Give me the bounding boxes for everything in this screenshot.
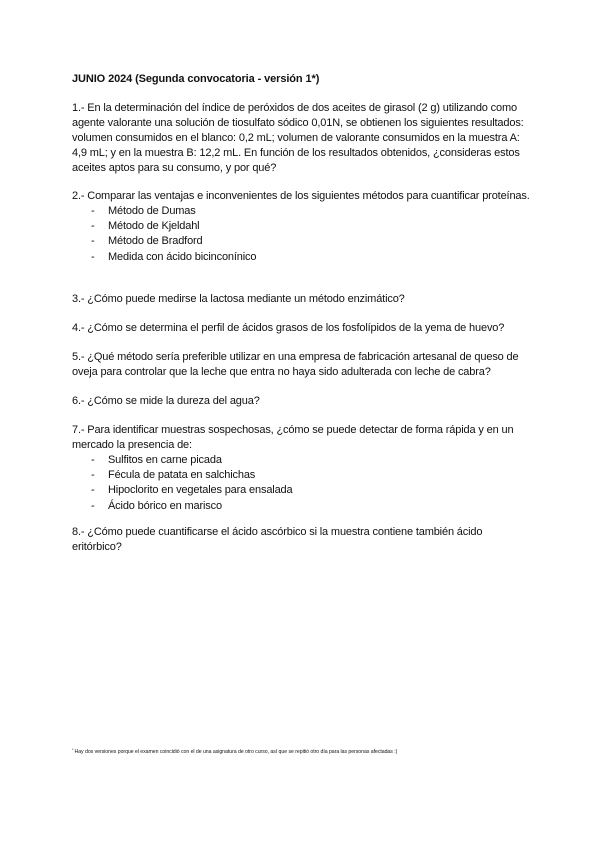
bullet-dash: - [91,454,95,466]
question-text: 7.- Para identificar muestras sospechosas, ¿cómo se puede detectar de forma rápida y en un mercado la presencia de: [72,424,514,451]
list-item-label: Sulfitos en carne picada [108,454,222,466]
list-item [91,204,534,219]
footnote-text: Hay dos versiones porque el examen coincidió con el de una asignatura de otro curso, así que se repitió otro día para las personas afectadas :) [74,749,398,755]
list-item [91,483,534,498]
list-item-label: Método de Dumas [108,205,196,217]
question-4 [72,321,534,336]
list-item [91,250,534,265]
question-2 [72,189,534,265]
method-list [72,204,534,265]
question-text: 6.- ¿Cómo se mide la dureza del agua? [72,395,260,407]
question-6 [72,394,534,409]
list-item-label: Medida con ácido bicinconínico [108,250,257,263]
list-item [91,499,534,514]
footnote [72,747,397,755]
list-item-label: Ácido bórico en marisco [108,499,222,512]
bullet-dash: - [91,484,95,497]
bullet-dash: - [91,220,95,233]
bullet-dash: - [91,499,95,512]
detection-list [72,453,534,514]
question-7 [72,423,534,514]
bullet-dash: - [91,469,95,482]
list-item-label: Hipoclorito en vegetales para ensalada [108,484,293,497]
bullet-dash: - [91,250,95,263]
question-5 [72,350,534,380]
bullet-dash: - [91,235,95,248]
footnote-marker: * [72,747,74,752]
list-item [91,234,534,249]
bullet-dash: - [91,205,95,217]
list-item [91,468,534,483]
question-text: 5.- ¿Qué método sería preferible utilizar en una empresa de fabricación artesanal de queso de oveja para controlar que la leche que entra no haya sido adulterada con leche de cabra? [72,351,519,378]
list-item-label: Método de Kjeldahl [108,220,200,233]
question-8 [72,525,534,555]
question-text: 8.- ¿Cómo puede cuantificarse el ácido ascórbico si la muestra contiene también ácido eritórbico? [72,526,483,553]
list-item-label: Fécula de patata en salchichas [108,469,256,482]
list-item [91,453,534,468]
list-item-label: Método de Bradford [108,235,203,248]
question-3 [72,292,534,307]
question-text: 4.- ¿Cómo se determina el perfil de ácidos grasos de los fosfolípidos de la yema de huevo? [72,322,505,334]
exam-title: JUNIO 2024 (Segunda convocatoria - versión 1*) [72,73,320,85]
question-text: 3.- ¿Cómo puede medirse la lactosa mediante un método enzimático? [72,293,405,305]
list-item [91,219,534,234]
question-1 [72,101,534,176]
question-text: 2.- Comparar las ventajas e inconvenientes de los siguientes métodos para cuantificar proteínas. [72,190,530,202]
question-text: 1.- En la determinación del índice de peróxidos de dos aceites de girasol (2 g) utilizando como agente valorante una solución de tiosulfato sódico 0,01N, se obtienen los siguientes resultados: volumen consumidos en el blanco: 0,2 mL; volumen de valorante consumidos en la muestra A: 4,9 mL; y en la muestra B: 12,2 mL. En función de los resultados obtenidos, ¿consideras estos aceites aptos para su consumo, y por qué? [72,102,524,174]
